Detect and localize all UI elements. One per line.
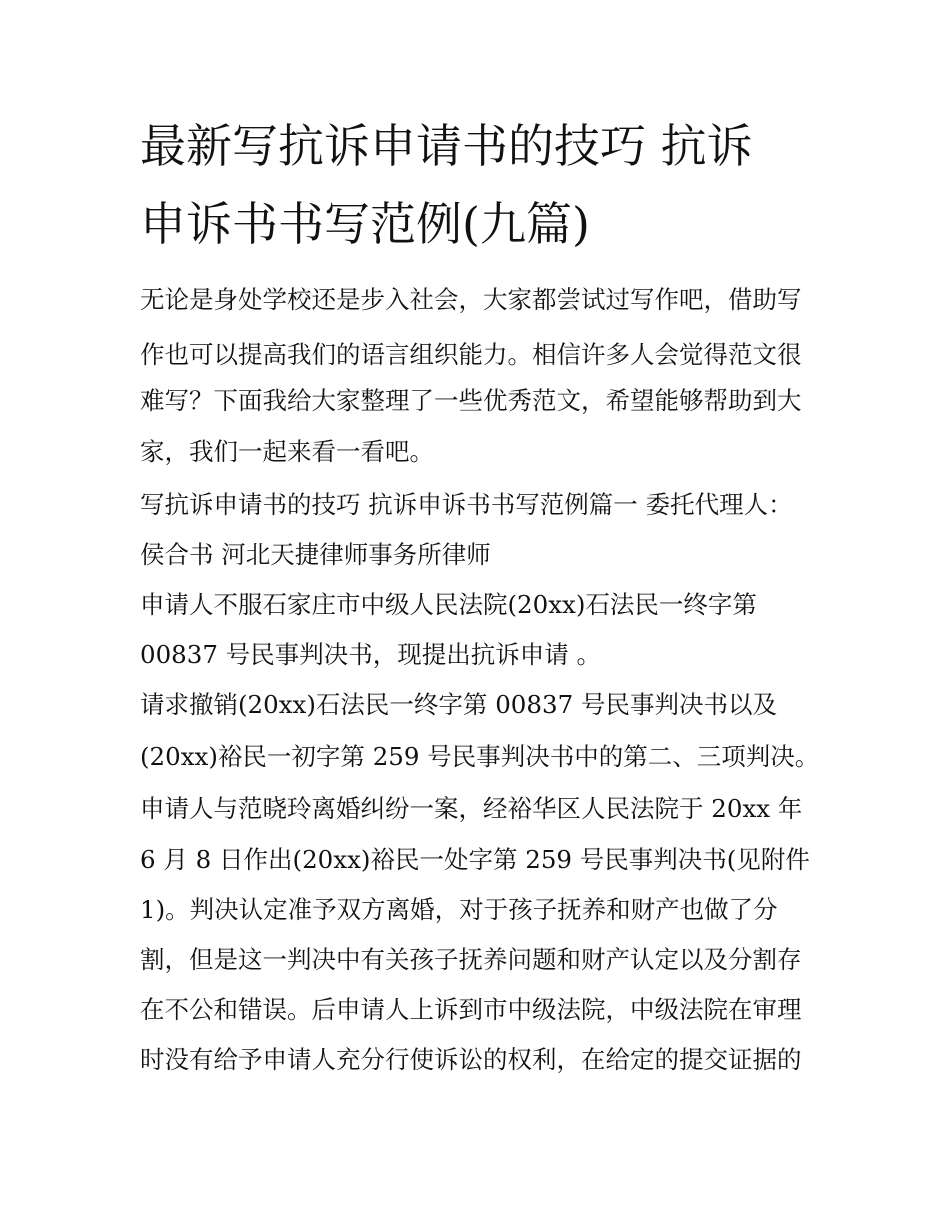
body-line-10: (20xx)裕民一初字第 259 号民事判决书中的第二、三项判决。	[140, 742, 820, 771]
body-line-11: 申请人与范晓玲离婚纠纷一案，经裕华区人民法院于 20xx 年	[140, 794, 803, 823]
body-line-9: 请求撤销(20xx)石法民一终字第 00837 号民事判决书以及	[140, 690, 777, 719]
body-line-2: 作也可以提高我们的语言组织能力。相信许多人会觉得范文很	[140, 340, 802, 369]
document-title-line-2: 申诉书书写范例(九篇)	[140, 197, 590, 251]
body-line-13: 1)。判决认定准予双方离婚，对于孩子抚养和财产也做了分	[140, 895, 778, 924]
body-line-1: 无论是身处学校还是步入社会，大家都尝试过写作吧，借助写	[140, 285, 802, 314]
body-line-3: 难写？下面我给大家整理了一些优秀范文，希望能够帮助到大	[140, 386, 802, 415]
body-line-12: 6 月 8 日作出(20xx)裕民一处字第 259 号民事判决书(见附件	[140, 845, 810, 874]
document-title-line-1: 最新写抗诉申请书的技巧 抗诉	[140, 119, 753, 173]
body-line-4: 家，我们一起来看一看吧。	[140, 437, 434, 466]
body-line-15: 在不公和错误。后申请人上诉到市中级法院，中级法院在审理	[140, 995, 802, 1024]
body-line-7: 申请人不服石家庄市中级人民法院(20xx)石法民一终字第	[140, 590, 757, 619]
body-line-16: 时没有给予申请人充分行使诉讼的权利，在给定的提交证据的	[140, 1045, 802, 1074]
body-line-14: 割，但是这一判决中有关孩子抚养问题和财产认定以及分割存	[140, 945, 802, 974]
body-line-6: 侯合书 河北天捷律师事务所律师	[140, 540, 491, 569]
body-line-8: 00837 号民事判决书，现提出抗诉申请 。	[140, 640, 602, 669]
body-line-5: 写抗诉申请书的技巧 抗诉申诉书书写范例篇一 委托代理人：	[140, 490, 793, 519]
